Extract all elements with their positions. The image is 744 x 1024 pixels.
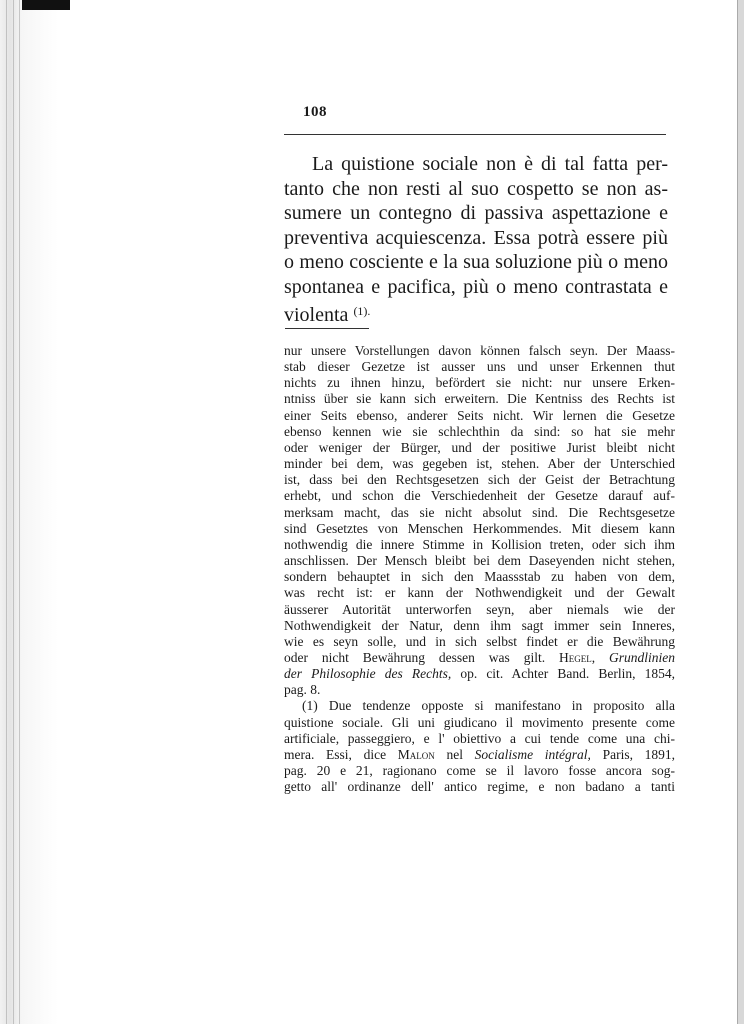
footnote-line: wie es seyn solle, und in sich selbst findet er die Bewährung — [284, 633, 675, 649]
citation-tail: op. cit. Achter Band. Berlin, 1854, — [460, 666, 676, 682]
footnote-1-line: pag. 20 e 21, ragionano come se il lavoro fosse ancora sog- — [284, 763, 675, 779]
main-line-last — [284, 299, 668, 328]
footnote-1-line: artificiale, passeggiero, e l' obiettivo a cui tende come una chi- — [284, 730, 675, 746]
footnote-line: nothwendig die innere Stimme in Kollision treten, oder sich ihm — [284, 536, 675, 552]
footnote-line: sondern behauptet in sich den Maassstab zu haben von dem, — [284, 569, 675, 585]
footnote-line: sind Gesetztes von Menschen Herkommendes. Mit diesem kann — [284, 520, 675, 536]
footnote-citation-line — [284, 666, 675, 682]
main-paragraph — [284, 152, 668, 328]
footnote-line: was recht ist: er kann der Nothwendigkeit und der Gewalt — [284, 585, 675, 601]
footnote-line: pag. 8. — [284, 682, 321, 698]
footnote-1-line: getto all' ordinanze dell' antico regime, e non badano a tanti — [284, 779, 675, 795]
scan-gutter — [0, 0, 58, 1024]
footnote-text: Paris, 1891, — [602, 746, 676, 762]
citation-author: Malon — [397, 746, 435, 762]
footnote-line: minder bei dem, was gegeben ist, stehen. Aber der Unterschied — [284, 456, 675, 472]
citation-title: der Philosophie des Rechts, — [284, 666, 452, 682]
footnote-line: nur unsere Vorstellungen davon können falsch seyn. Der Maass- — [284, 343, 675, 358]
footnote-text: oder nicht Bewährung dessen was gilt. — [284, 649, 546, 665]
footnote-text: nel — [446, 746, 463, 762]
footnote-line: merksam macht, das sie nicht absolut sind. Die Rechtsgesetze — [284, 504, 675, 520]
footnote-line: stab dieser Gezetze ist ausser uns und unser Erkennen thut — [284, 359, 675, 375]
footnote-1-citation-line — [284, 747, 675, 763]
footnote-line: Nothwendigkeit der Natur, denn ihm sagt immer sein Inneres, — [284, 617, 675, 633]
citation-title: Socialisme intégral, — [474, 746, 591, 762]
main-line: La quistione sociale non è di tal fatta per- — [312, 153, 668, 175]
main-line: tanto che non resti al suo cospetto se non as- — [284, 177, 668, 200]
citation-author: Hegel, — [558, 649, 596, 665]
footnote-rule — [285, 328, 369, 329]
footnote-line: äusserer Autorität unterworfen seyn, aber niemals wie der — [284, 601, 675, 617]
footnote-citation-line — [284, 650, 675, 666]
citation-title: Grundlinien — [609, 649, 676, 665]
main-line: sumere un contegno di passiva aspettazione e — [284, 202, 668, 224]
footnote-line: ntniss über sie kann sich erweitern. Die Kentniss des Rechts ist — [284, 391, 675, 407]
main-line: violenta — [284, 304, 349, 326]
footnotes — [284, 343, 675, 795]
scan-edge-line — [19, 0, 20, 1024]
footnote-reference: (1). — [353, 304, 371, 318]
footnote-line: einer Seits ebenso, anderer Seits nicht. Wir lernen die Gesetze — [284, 407, 675, 423]
scan-edge-line — [6, 0, 7, 1024]
footnote-text: mera. Essi, dice — [284, 746, 387, 762]
footnote-line: ist, dass bei den Rechtsgesetzen sich der Geist der Betrachtung — [284, 472, 675, 488]
scan-right-edge — [738, 0, 744, 1024]
footnote-1-line: quistione sociale. Gli uni giudicano il movimento presente come — [284, 714, 675, 730]
main-line: preventiva acquiescenza. Essa potrà essere più — [284, 226, 668, 249]
footnote-line: oder weniger der Bürger, und der positiwe Jurist bleibt nicht — [284, 439, 675, 455]
footnote-line: erhebt, und schon die Verschiedenheit der Gesetze darauf auf- — [284, 488, 675, 504]
main-line: spontanea e pacifica, più o meno contrastata e — [284, 275, 668, 298]
page-number: 108 — [303, 104, 327, 120]
footnote-line: ebenso kennen wie sie schlechthin da sind: so hat sie mehr — [284, 423, 675, 439]
scan-right-edge-line — [737, 0, 738, 1024]
header-rule — [284, 134, 666, 135]
binding-clip — [22, 0, 70, 10]
main-line: o meno cosciente e la sua soluzione più o meno — [284, 251, 668, 273]
footnote-line: anschlissen. Der Mensch bleibt bei dem Daseyenden nicht stehen, — [284, 553, 675, 569]
footnote-line: nichts zu ihnen hinzu, befördert sie nicht: nur unsere Erken- — [284, 375, 675, 391]
footnote-1-line: (1) Due tendenze opposte si manifestano in proposito alla — [302, 698, 675, 714]
scan-edge-line — [13, 0, 14, 1024]
